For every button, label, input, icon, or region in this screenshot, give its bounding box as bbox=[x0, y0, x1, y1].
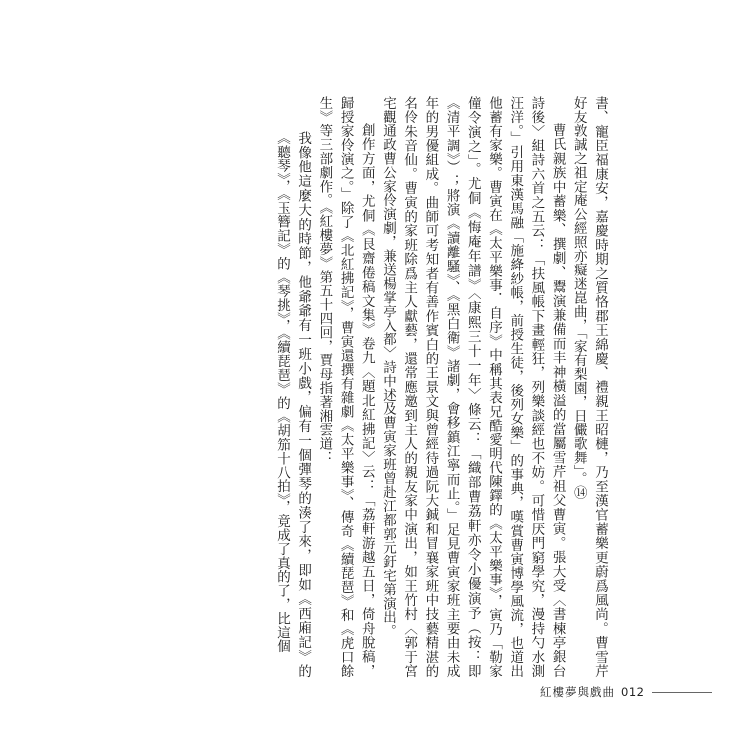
paragraph-cao-yin-works: 創作方面，尤侗《艮齋倦稿文集》卷九〈題北紅拂記〉云：「荔軒游越五日，倚舟脫稿，歸授家伶演之。」除了《北紅拂記》，曹寅還撰有雜劇《太平樂事》、傳奇《續琵琶》和《虎口餘生》等三部劇作。《紅樓夢》第五十四回，賈母指著湘雲道： bbox=[316, 96, 375, 678]
block-quote-honglou: 我像他這麼大的時節，他爺爺有一班小戲，偏有一個彈琴的湊了來，即如《西廂記》的《聽琴》，《玉簪記》的《琴挑》，《續琵琶》的《胡笳十八拍》，竟成了真的了，比這個 bbox=[273, 131, 312, 678]
page-number: 012 bbox=[621, 685, 645, 699]
paragraph-continuation: 書、寵臣福康安，嘉慶時期之質恪郡王綿慶、禮親王昭槤，乃至漢官蓄樂更蔚爲風尚。曹雪芹好友敦誠之祖定庵公經照亦癡迷崑曲，「家有梨園，日儼歌舞」。⑭ bbox=[570, 96, 608, 678]
running-footer bbox=[540, 684, 712, 700]
book-title: 紅樓夢與戲曲 bbox=[540, 685, 615, 699]
vertical-text-body bbox=[200, 96, 610, 678]
paragraph-cao-yin-troupe: 曹氏親族中蓄樂、撰劇、鬻演兼備而丰神橫溢的當屬雪芹祖父曹寅。張大受〈書楝亭銀台詩後〉組詩六首之五云：「扶風帳下畫輕狂，列樂談經也不妨。可惜厌門窮學究，漫持勺水測汪洋。」引用東漢馬融「施絳紗帳，前授生徒，後列女樂」的事典，嘆賞曹寅博學風流，也道出他蓄有家樂。曹寅在《太平樂事．自序》中稱其表兄酷愛明代陳鐸的《太平樂事》，寅乃「勒家僮令演之」。尤侗《悔庵年譜》〈康熙三十一年〉條云：「織部曹荔軒亦令小優演予（按：即《清平調》）；將演《讀離騷》、《黑白衛》諸劇，會移鎮江寧而止。」足見曹寅家班主要由未成年的男優組成。曲師可考知者有善作賓白的王景文與曾經待過阮大鋮和冒襄家班中技藝精湛的名伶朱音仙。曹寅的家班除爲主人獻藝，還常應邀到主人的親友家中演出，如王竹村〈郭于宮宅觀通政曹公家伶演劇，兼送楊掌亭入都〉詩中述及曹寅家班曾赴江都郭元釪宅第演出。 bbox=[379, 96, 566, 678]
footer-rule bbox=[652, 692, 712, 693]
